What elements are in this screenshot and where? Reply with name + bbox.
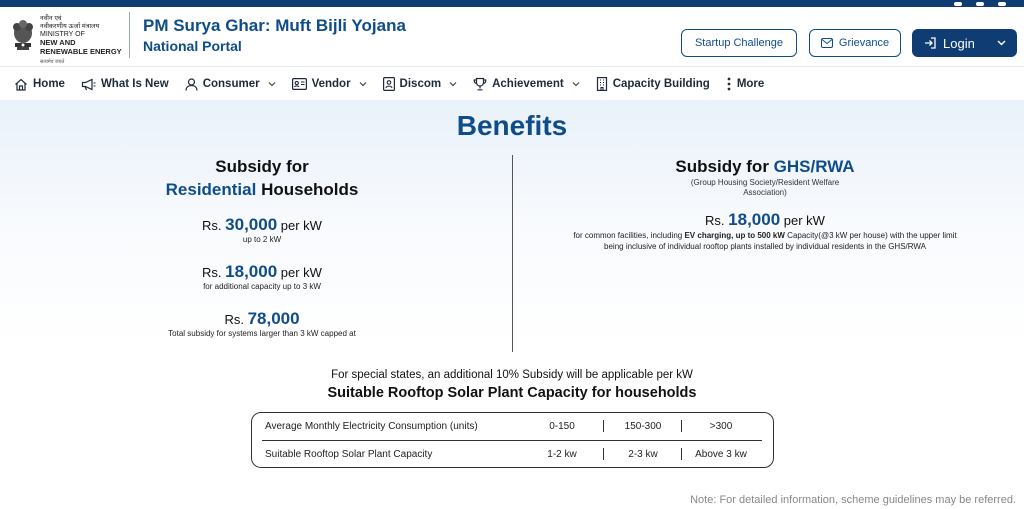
- ghs-subheading-line1: (Group Housing Society/Resident Welfare: [690, 178, 840, 187]
- grievance-button[interactable]: [809, 29, 901, 57]
- table-cell: 0-150: [549, 421, 575, 432]
- nav-whats-new[interactable]: [81, 78, 169, 91]
- table-cell: 1-2 kw: [547, 449, 577, 460]
- nav-achievement[interactable]: [473, 77, 580, 91]
- startup-challenge-label: Startup Challenge: [694, 37, 784, 49]
- header-divider: [129, 12, 130, 58]
- nav-home[interactable]: [14, 78, 65, 91]
- nav-more[interactable]: [726, 77, 764, 91]
- nav-home-label: Home: [33, 78, 65, 90]
- chevron-down-icon: [449, 80, 457, 88]
- ghs-desc-a: for common facilities, including: [573, 231, 685, 240]
- nav-consumer-label: Consumer: [202, 78, 260, 90]
- top-strip-control[interactable]: [976, 2, 984, 6]
- top-strip-control[interactable]: [954, 2, 962, 6]
- capacity-table: [251, 412, 774, 468]
- ministry-line3: RENEWABLE ENERGY: [40, 46, 122, 56]
- ghs-amount: [530, 210, 1000, 230]
- nav-achievement-label: Achievement: [492, 78, 564, 90]
- nav-more-label: More: [736, 78, 765, 90]
- nav-vendor-label: Vendor: [311, 78, 351, 90]
- table-cell: Above 3 kw: [695, 449, 747, 460]
- amount-value: 18,000: [728, 210, 781, 229]
- home-icon: [14, 78, 28, 91]
- ghs-desc-bold: EV charging, up to 500 kW: [684, 231, 785, 240]
- ministry-hindi-line1: नवीन एवं: [40, 15, 62, 22]
- ghs-subheading-line2: Association): [743, 188, 787, 197]
- column-divider: [512, 155, 513, 352]
- table-cell: >300: [709, 421, 733, 432]
- amount-unit: per kW: [280, 218, 322, 233]
- table-cell: 150-300: [624, 421, 662, 432]
- suitable-capacity-heading: Suitable Rooftop Solar Plant Capacity for households: [327, 385, 697, 401]
- ministry-line1: MINISTRY OF: [40, 31, 85, 38]
- ministry-logo-text: [40, 15, 124, 66]
- id-card-icon: [292, 78, 307, 90]
- benefits-section: [0, 100, 1024, 509]
- residential-note-3: Total subsidy for systems larger than 3 kW capped at: [168, 329, 356, 338]
- ghs-heading: [530, 155, 1000, 178]
- ghs-heading-highlight: GHS/RWA: [773, 157, 855, 176]
- user-icon: [185, 78, 198, 91]
- residential-subsidy: [120, 155, 404, 339]
- ministry-tagline: सत्यमेव जयते: [40, 59, 65, 65]
- chevron-down-icon: [359, 80, 367, 88]
- amount-value: 78,000: [247, 309, 300, 328]
- amount-unit: per kW: [783, 213, 825, 228]
- portal-subtitle[interactable]: National Portal: [143, 38, 242, 54]
- rs-prefix: Rs.: [224, 312, 244, 327]
- ghs-description-line2: being inclusive of individual rooftop plants installed by individual residents in the GHS/RWA: [604, 242, 926, 251]
- chevron-down-icon: [268, 80, 276, 88]
- residential-note-2: for additional capacity up to 3 kW: [203, 282, 321, 291]
- chevron-down-icon: [572, 80, 580, 88]
- residential-amount-1: [120, 215, 404, 235]
- main-navigation: [0, 68, 1024, 100]
- nav-whats-new-label: What Is New: [100, 78, 169, 90]
- trophy-icon: [473, 77, 487, 91]
- benefits-heading: Benefits: [456, 110, 568, 141]
- rs-prefix: Rs.: [202, 218, 222, 233]
- residential-amount-3: [120, 309, 404, 329]
- table-row: [252, 413, 775, 440]
- nav-discom-label: Discom: [399, 78, 442, 90]
- row-label: Suitable Rooftop Solar Plant Capacity: [265, 449, 433, 460]
- residential-heading-highlight: Residential: [165, 180, 257, 199]
- special-states-note: For special states, an additional 10% Subsidy will be applicable per kW: [331, 369, 693, 381]
- mail-icon: [821, 38, 833, 48]
- table-cell: 2-3 kw: [628, 449, 658, 460]
- nav-capacity-building[interactable]: [596, 77, 710, 91]
- residential-heading-rest: Households: [256, 180, 359, 199]
- residential-heading-line1: Subsidy for: [215, 157, 309, 176]
- rs-prefix: Rs.: [705, 213, 725, 228]
- megaphone-icon: [81, 78, 96, 91]
- top-strip-controls: [954, 0, 1006, 7]
- grievance-label: Grievance: [838, 37, 890, 49]
- login-label: Login: [943, 35, 975, 51]
- residential-amount-2: [120, 262, 404, 282]
- national-emblem-icon: [10, 13, 36, 57]
- residential-note-1: up to 2 kW: [242, 235, 282, 244]
- ministry-hindi-line2: नवीकरणीय ऊर्जा मंत्रालय: [40, 23, 100, 30]
- site-header: [0, 7, 1024, 67]
- amount-value: 18,000: [225, 262, 278, 281]
- nav-capacity-building-label: Capacity Building: [612, 78, 710, 90]
- amount-value: 30,000: [225, 215, 278, 234]
- guidelines-footnote: Note: For detailed information, scheme guidelines may be referred.: [690, 494, 1016, 506]
- residential-heading-line2: [120, 178, 404, 201]
- row-label: Average Monthly Electricity Consumption (units): [265, 421, 478, 432]
- badge-icon: [383, 77, 395, 91]
- login-icon: [924, 37, 937, 49]
- top-strip: [0, 0, 1024, 7]
- amount-unit: per kW: [280, 265, 322, 280]
- chevron-down-icon: [996, 37, 1007, 48]
- nav-vendor[interactable]: [292, 78, 367, 90]
- ghs-desc-b: Capacity(@3 kW per house) with the upper limit: [784, 231, 957, 240]
- building-icon: [596, 77, 608, 91]
- startup-challenge-button[interactable]: [681, 29, 797, 57]
- nav-consumer[interactable]: [185, 78, 276, 91]
- ghs-description-line1: [530, 230, 1000, 241]
- rs-prefix: Rs.: [202, 265, 222, 280]
- ghs-heading-prefix: Subsidy for: [675, 157, 774, 176]
- table-row: [252, 441, 775, 468]
- portal-title[interactable]: PM Surya Ghar: Muft Bijli Yojana: [143, 16, 406, 35]
- top-strip-control[interactable]: [998, 2, 1006, 6]
- nav-discom[interactable]: [383, 77, 458, 91]
- more-vertical-icon: [726, 77, 732, 91]
- login-button[interactable]: [912, 29, 1017, 57]
- ghs-rwa-subsidy: [530, 155, 1000, 252]
- ministry-line2: NEW AND: [40, 38, 76, 47]
